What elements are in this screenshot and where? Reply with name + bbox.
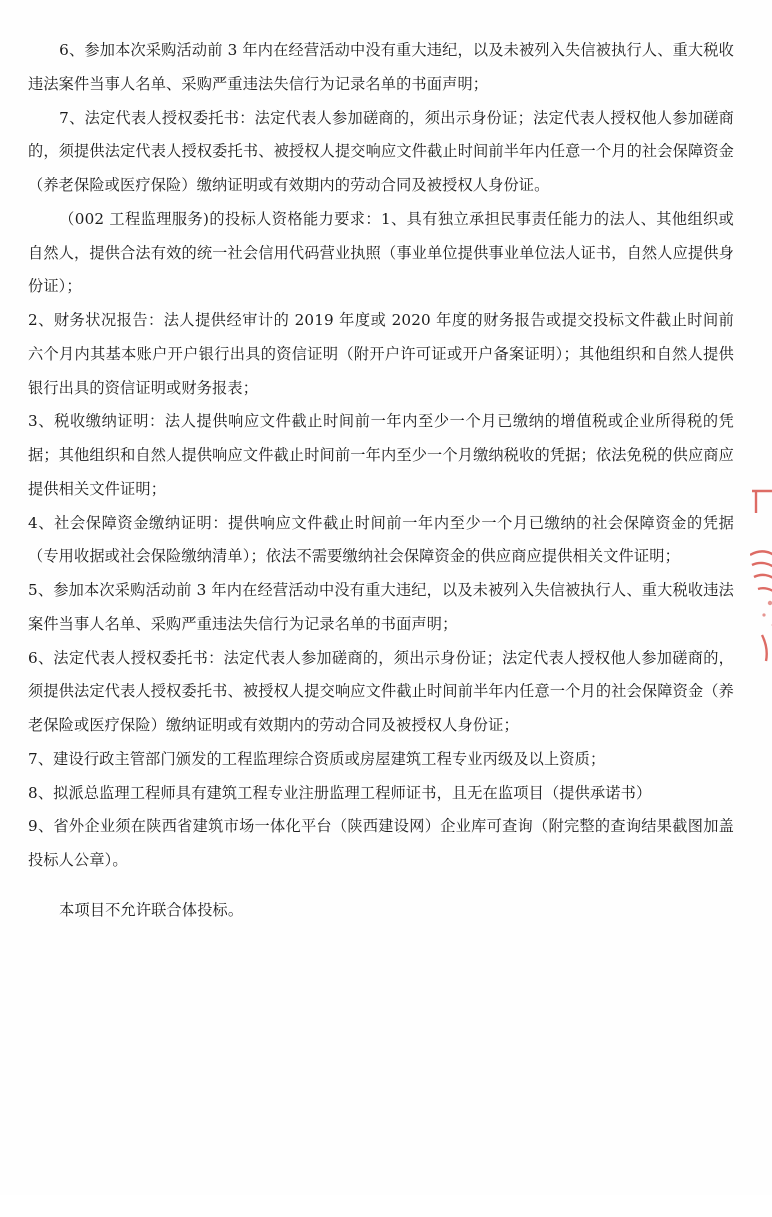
paragraph: 4、社会保障资金缴纳证明：提供响应文件截止时间前一年内至少一个月已缴纳的社会保障资金的凭据（专用收据或社会保险缴纳清单）；依法不需要缴纳社会保障资金的供应商应提供相关文件证明；	[28, 513, 734, 566]
red-seal-stamp	[750, 485, 772, 685]
paragraph: 7、建设行政主管部门颁发的工程监理综合资质或房屋建筑工程专业丙级及以上资质；	[28, 749, 606, 768]
paragraph: 6、法定代表人授权委托书：法定代表人参加磋商的，须出示身份证；法定代表人授权他人参加磋商的，须提供法定代表人授权委托书、被授权人提交响应文件截止时间前半年内任意一个月的社会保障资金（养老保险或医疗保险）缴纳证明或有效期内的劳动合同及被授权人身份证；	[28, 648, 734, 734]
paragraph: 8、拟派总监理工程师具有建筑工程专业注册监理工程师证书，且无在监项目（提供承诺书）	[28, 783, 652, 802]
paragraph: 5、参加本次采购活动前 3 年内在经营活动中没有重大违纪，以及未被列入失信被执行人、重大税收违法案件当事人名单、采购严重违法失信行为记录名单的书面声明；	[28, 581, 734, 633]
paragraph: 9、省外企业须在陕西省建筑市场一体化平台（陕西建设网）企业库可查询（附完整的查询结果截图加盖投标人公章）。	[28, 817, 734, 869]
paragraph: 6、参加本次采购活动前 3 年内在经营活动中没有重大违纪，以及未被列入失信被执行人、重大税收违法案件当事人名单、采购严重违法失信行为记录名单的书面声明；	[28, 41, 734, 93]
paragraph: （002 工程监理服务)的投标人资格能力要求：1、具有独立承担民事责任能力的法人、其他组织或自然人，提供合法有效的统一社会信用代码营业执照（事业单位提供事业单位法人证书，自然人应提供身份证）；	[28, 209, 734, 296]
paragraph: 3、税收缴纳证明：法人提供响应文件截止时间前一年内至少一个月已缴纳的增值税或企业所得税的凭据；其他组织和自然人提供响应文件截止时间前一年内至少一个月缴纳税收的凭据；依法免税的供应商应提供相关文件证明；	[28, 412, 734, 498]
paragraph: 2、财务状况报告：法人提供经审计的 2019 年度或 2020 年度的财务报告或提交投标文件截止时间前六个月内其基本账户开户银行出具的资信证明（附开户许可证或开户备案证明）；其他组织和自然人提供银行出具的资信证明或财务报表；	[28, 311, 734, 397]
document-body	[28, 34, 734, 928]
paragraph: 7、法定代表人授权委托书：法定代表人参加磋商的，须出示身份证；法定代表人授权他人参加磋商的，须提供法定代表人授权委托书、被授权人提交响应文件截止时间前半年内任意一个月的社会保障资金（养老保险或医疗保险）缴纳证明或有效期内的劳动合同及被授权人身份证。	[28, 108, 734, 194]
paragraph: 本项目不允许联合体投标。	[59, 900, 244, 919]
page-bottom-margin	[0, 1195, 772, 1217]
spacer	[28, 878, 734, 894]
